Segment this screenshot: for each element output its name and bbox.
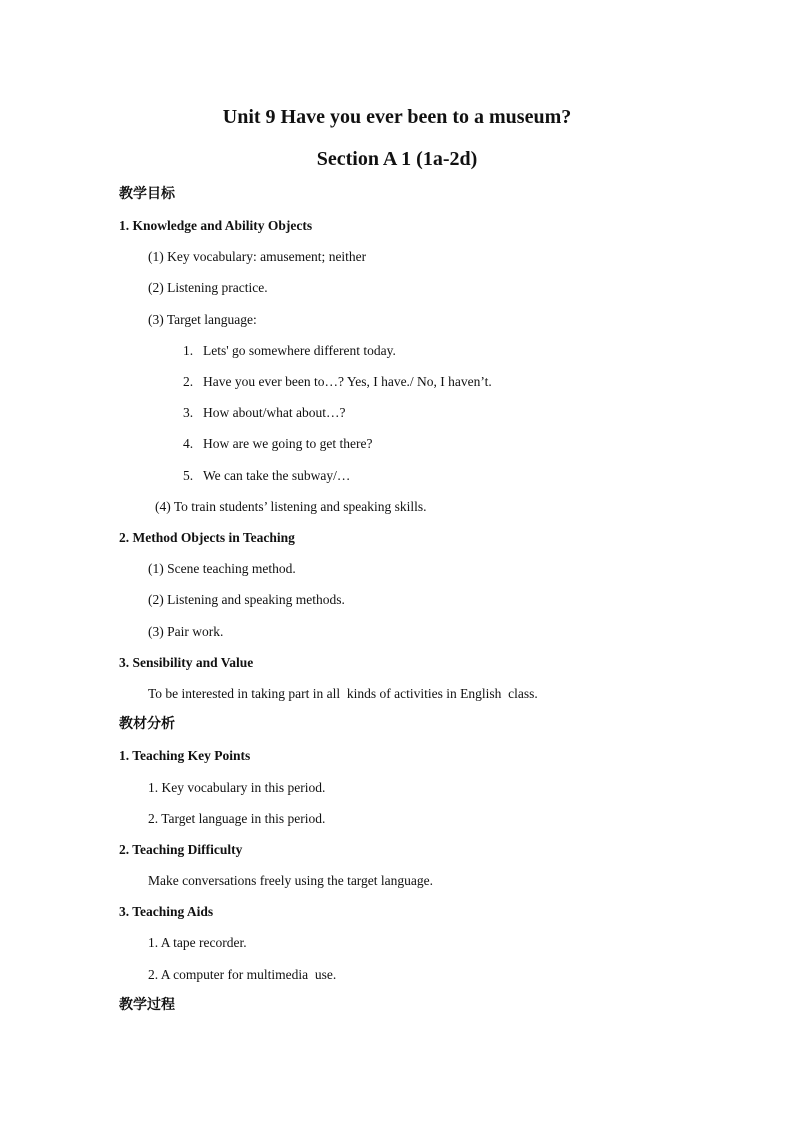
heading-sensibility-value: 3. Sensibility and Value bbox=[119, 655, 254, 670]
heading-knowledge-objects: 1. Knowledge and Ability Objects bbox=[119, 218, 313, 233]
section-heading-process: 教学过程 bbox=[119, 997, 175, 1013]
knowledge-item: (3) Target language: bbox=[148, 312, 257, 327]
list-number: 5. bbox=[183, 468, 194, 483]
list-item: How about/what about…? bbox=[203, 405, 346, 420]
list-number: 1. bbox=[183, 343, 194, 358]
section-heading-goals: 教学目标 bbox=[119, 186, 175, 202]
heading-difficulty: 2. Teaching Difficulty bbox=[119, 842, 243, 857]
knowledge-item: (4) To train students’ listening and speaking skills. bbox=[155, 499, 427, 514]
list-number: 3. bbox=[183, 405, 194, 420]
knowledge-item: (2) Listening practice. bbox=[148, 280, 268, 295]
list-item: Lets' go somewhere different today. bbox=[203, 343, 396, 358]
method-item: (1) Scene teaching method. bbox=[148, 561, 296, 576]
document-subtitle: Section A 1 (1a-2d) bbox=[316, 148, 478, 170]
heading-key-points: 1. Teaching Key Points bbox=[119, 748, 251, 763]
key-point-item: 2. Target language in this period. bbox=[148, 811, 326, 826]
method-item: (2) Listening and speaking methods. bbox=[148, 592, 345, 607]
heading-teaching-aids: 3. Teaching Aids bbox=[119, 904, 214, 919]
aid-item: 2. A computer for multimedia use. bbox=[148, 967, 337, 982]
document-title: Unit 9 Have you ever been to a museum? bbox=[222, 106, 572, 128]
heading-method-objects: 2. Method Objects in Teaching bbox=[119, 530, 295, 545]
section-heading-analysis: 教材分析 bbox=[119, 716, 175, 732]
list-item: Have you ever been to…? Yes, I have./ No, I haven’t. bbox=[203, 374, 492, 389]
sensibility-text: To be interested in taking part in all kinds of activities in English class. bbox=[148, 686, 538, 701]
key-point-item: 1. Key vocabulary in this period. bbox=[148, 780, 326, 795]
list-item: How are we going to get there? bbox=[203, 436, 373, 451]
method-item: (3) Pair work. bbox=[148, 624, 224, 639]
list-item: We can take the subway/… bbox=[203, 468, 351, 483]
list-number: 2. bbox=[183, 374, 194, 389]
difficulty-text: Make conversations freely using the target language. bbox=[148, 873, 434, 888]
list-number: 4. bbox=[183, 436, 194, 451]
aid-item: 1. A tape recorder. bbox=[148, 935, 247, 950]
knowledge-item: (1) Key vocabulary: amusement; neither bbox=[148, 249, 367, 264]
